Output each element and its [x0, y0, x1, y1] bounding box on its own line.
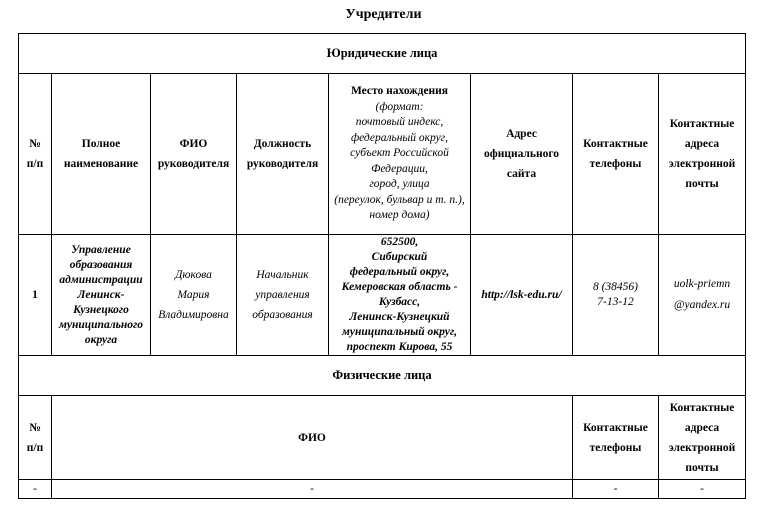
header-emails-line: электронной [668, 158, 736, 170]
founders-table [18, 33, 746, 499]
row-full-name-line: Управление [71, 243, 131, 256]
ind-header-num-line: № [29, 421, 41, 434]
header-full-name-line: наименование [63, 158, 139, 170]
row-location-line: Сибирский [371, 251, 428, 263]
header-website-line: сайта [506, 168, 537, 180]
header-head-name-line: руководителя [157, 158, 230, 170]
header-location-format-line: (формат: [375, 100, 424, 113]
header-phones-line: телефоны [589, 158, 642, 170]
header-head-name-line: ФИО [179, 138, 208, 150]
header-website [471, 74, 573, 235]
header-num [19, 74, 52, 235]
ind-header-emails-line: электронной [668, 441, 736, 454]
row-location-line: муниципальный округ, [342, 326, 457, 338]
table-row [19, 480, 746, 499]
legal-section-row [19, 34, 746, 74]
row-head-position-line: управления [255, 289, 310, 301]
header-head-position-line: Должность [253, 138, 312, 150]
row-website-link[interactable]: http://lsk-edu.ru/ [471, 235, 573, 356]
table-row [19, 235, 746, 356]
header-location-format-line: субъект Российской [350, 147, 449, 160]
row-head-position-line: образования [252, 309, 313, 321]
ind-header-emails-line: адреса [684, 421, 720, 434]
header-location [329, 74, 471, 235]
header-head-name [151, 74, 237, 235]
ind-header-emails-line: Контактные [669, 401, 735, 414]
row-phones-line: 8 (38456) [592, 281, 639, 293]
individuals-section-title: Физические лица [19, 356, 746, 396]
header-num-line: п/п [26, 158, 44, 170]
ind-header-phones-line: телефоны [589, 441, 642, 454]
header-emails-line: Контактные [669, 118, 735, 130]
header-website-line: Адрес [506, 128, 537, 140]
row-full-name-line: администрации [59, 273, 143, 286]
header-website-line: официального [483, 148, 560, 160]
row-full-name [52, 235, 151, 356]
header-location-format-line: (переулок, бульвар и т. п.), [334, 193, 465, 206]
ind-header-num-line: п/п [26, 441, 44, 454]
ind-header-fio: ФИО [52, 396, 573, 480]
row-emails-line: uolk-priemn [673, 278, 731, 290]
ind-header-phones-line: Контактные [583, 421, 648, 434]
row-location-line: 652500, [380, 236, 419, 248]
row-full-name-line: Кузнецкого [73, 303, 129, 316]
row-head-name [151, 235, 237, 356]
ind-row-fio: - [52, 480, 573, 499]
ind-header-emails-line: почты [685, 461, 719, 474]
row-emails-line: @yandex.ru [673, 299, 731, 311]
header-phones [573, 74, 659, 235]
header-location-format-line: почтовый индекс, [355, 116, 444, 129]
row-full-name-line: образования [69, 258, 133, 271]
header-emails [659, 74, 746, 235]
header-emails-line: адреса [684, 138, 720, 150]
header-head-position-line: руководителя [246, 158, 319, 170]
row-head-name-line: Владимировна [158, 309, 229, 321]
header-location-title: Место нахождения [350, 85, 449, 98]
row-num: 1 [19, 235, 52, 356]
header-location-format-line: Федерации, [371, 162, 428, 175]
legal-header-row [19, 74, 746, 235]
header-phones-line: Контактные [583, 138, 648, 150]
row-location-line: Ленинск-Кузнецкий [349, 311, 450, 323]
ind-header-num [19, 396, 52, 480]
ind-header-phones [573, 396, 659, 480]
page-title: Учредители [345, 7, 422, 22]
header-full-name [52, 74, 151, 235]
row-full-name-line: муниципального [59, 318, 143, 331]
header-head-position [237, 74, 329, 235]
row-location-line: федеральный округ, [349, 266, 450, 278]
row-location [329, 235, 471, 356]
header-emails-line: почты [685, 178, 719, 190]
row-phones-line: 7-13-12 [597, 296, 634, 308]
ind-header-emails [659, 396, 746, 480]
header-location-format-line: федеральный округ, [350, 131, 449, 144]
row-head-name-line: Дюкова [175, 269, 212, 281]
row-location-line: проспект Кирова, 55 [346, 341, 453, 353]
individuals-header-row [19, 396, 746, 480]
row-full-name-line: округа [84, 333, 118, 346]
row-emails [659, 235, 746, 356]
header-location-format-line: номер дома) [369, 209, 430, 222]
legal-section-title: Юридические лица [19, 34, 746, 74]
ind-row-num: - [19, 480, 52, 499]
row-head-name-line: Мария [177, 289, 210, 301]
header-location-format-line: город, улица [369, 178, 430, 191]
ind-row-emails: - [659, 480, 746, 499]
header-num-line: № [29, 138, 41, 150]
row-location-line: Кемеровская область - [341, 281, 458, 293]
individuals-section-row [19, 356, 746, 396]
ind-row-phones: - [573, 480, 659, 499]
header-full-name-line: Полное [81, 138, 121, 150]
row-head-position [237, 235, 329, 356]
row-phones [573, 235, 659, 356]
row-full-name-line: Ленинск- [77, 288, 125, 301]
row-head-position-line: Начальник [256, 269, 309, 281]
row-location-line: Кузбасс, [378, 296, 421, 308]
